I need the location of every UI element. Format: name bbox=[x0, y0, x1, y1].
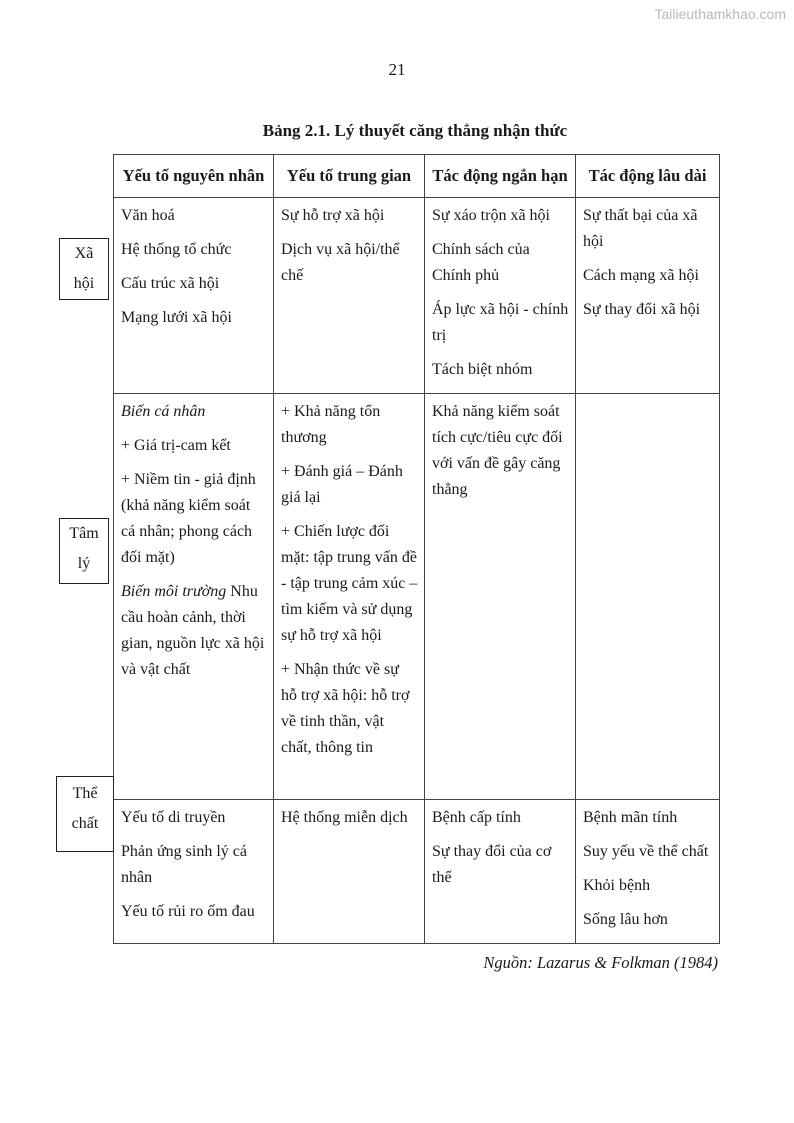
list-item: Suy yếu về thể chất bbox=[583, 843, 709, 860]
list-item: Sự thay đổi xã hội bbox=[583, 301, 701, 318]
side-label-line: chất bbox=[71, 815, 99, 832]
list-item: Chính sách của Chính phủ bbox=[432, 241, 530, 284]
table-source: Nguồn: Lazarus & Folkman (1984) bbox=[483, 953, 718, 972]
side-label-social bbox=[59, 238, 109, 300]
list-item: Cách mạng xã hội bbox=[583, 267, 699, 284]
list-item: Tách biệt nhóm bbox=[432, 361, 533, 378]
list-item: + Khả năng tổn thương bbox=[281, 403, 381, 446]
page-number: 21 bbox=[388, 60, 406, 79]
list-item bbox=[121, 579, 267, 683]
watermark: Tailieuthamkhao.com bbox=[654, 6, 786, 22]
cell-physical-long-term bbox=[576, 800, 720, 944]
cell-physical-causes bbox=[114, 800, 274, 944]
side-label-line: lý bbox=[77, 555, 91, 572]
list-item: Hệ thống tổ chức bbox=[121, 241, 232, 258]
list-item: + Niềm tin - giả định (khả năng kiểm soát cá nhân; phong cách đối mặt) bbox=[121, 471, 256, 566]
list-item: Mạng lưới xã hội bbox=[121, 309, 232, 326]
list-item: Yếu tố rủi ro ốm đau bbox=[121, 903, 255, 920]
side-label-line: hội bbox=[73, 275, 95, 292]
cell-social-mediators bbox=[274, 198, 425, 394]
column-header-causes: Yếu tố nguyên nhân bbox=[114, 155, 274, 198]
table-row-physical bbox=[114, 800, 720, 944]
header-row bbox=[114, 155, 720, 198]
list-item: + Đánh giá – Đánh giá lại bbox=[281, 463, 403, 506]
list-item: Khả năng kiểm soát tích cực/tiêu cực đối với vấn đề gây căng thẳng bbox=[432, 403, 563, 498]
table-row-social bbox=[114, 198, 720, 394]
list-heading: Biến cá nhân bbox=[121, 403, 206, 420]
list-item: Bệnh mãn tính bbox=[583, 809, 678, 826]
cell-psych-short-term bbox=[425, 394, 576, 800]
cell-physical-short-term bbox=[425, 800, 576, 944]
side-label-line: Xã bbox=[74, 245, 94, 262]
list-item: Khỏi bệnh bbox=[583, 877, 651, 894]
cell-physical-mediators bbox=[274, 800, 425, 944]
cell-psych-long-term bbox=[576, 394, 720, 800]
list-item: Sống lâu hơn bbox=[583, 911, 668, 928]
list-item: Sự xáo trộn xã hội bbox=[432, 207, 550, 224]
column-header-mediators: Yếu tố trung gian bbox=[274, 155, 425, 198]
list-item: Phản ứng sinh lý cá nhân bbox=[121, 843, 247, 886]
cell-psych-causes bbox=[114, 394, 274, 800]
list-item-text: Nhu cầu hoàn cảnh, thời gian, nguồn lực xã hội và vật chất bbox=[121, 583, 265, 678]
cell-social-long-term bbox=[576, 198, 720, 394]
list-item: Văn hoá bbox=[121, 207, 175, 224]
list-item: Hệ thống miễn dịch bbox=[281, 809, 408, 826]
column-header-short-term: Tác động ngắn hạn bbox=[425, 155, 576, 198]
list-item: + Chiến lược đối mặt: tập trung vấn đề - tập trung cảm xúc – tìm kiếm và sử dụng sự hỗ trợ xã hội bbox=[281, 523, 418, 644]
stress-theory-table bbox=[113, 154, 720, 944]
side-label-line: Tâm bbox=[69, 525, 99, 542]
side-label-line: Thể bbox=[72, 785, 98, 802]
list-item: Yếu tố di truyền bbox=[121, 809, 226, 826]
list-item: Dịch vụ xã hội/thể chế bbox=[281, 241, 400, 284]
list-item: Áp lực xã hội - chính trị bbox=[432, 301, 569, 344]
table-title: Bảng 2.1. Lý thuyết căng thẳng nhận thức bbox=[262, 121, 568, 140]
list-item: Sự hỗ trợ xã hội bbox=[281, 207, 385, 224]
column-header-long-term: Tác động lâu dài bbox=[576, 155, 720, 198]
cell-social-short-term bbox=[425, 198, 576, 394]
list-item: Sự thất bại của xã hội bbox=[583, 207, 698, 250]
list-item: Bệnh cấp tính bbox=[432, 809, 521, 826]
cell-psych-mediators bbox=[274, 394, 425, 800]
list-item: + Giá trị-cam kết bbox=[121, 437, 231, 454]
table-row-psych bbox=[114, 394, 720, 800]
side-label-psych bbox=[59, 518, 109, 584]
cell-social-causes bbox=[114, 198, 274, 394]
list-item: Sự thay đổi của cơ thể bbox=[432, 843, 552, 886]
list-item: + Nhận thức về sự hỗ trợ xã hội: hỗ trợ về tinh thần, vật chất, thông tin bbox=[281, 661, 410, 756]
list-heading: Biến môi trường bbox=[121, 583, 227, 600]
list-item: Cấu trúc xã hội bbox=[121, 275, 220, 292]
side-label-physical bbox=[56, 776, 114, 852]
